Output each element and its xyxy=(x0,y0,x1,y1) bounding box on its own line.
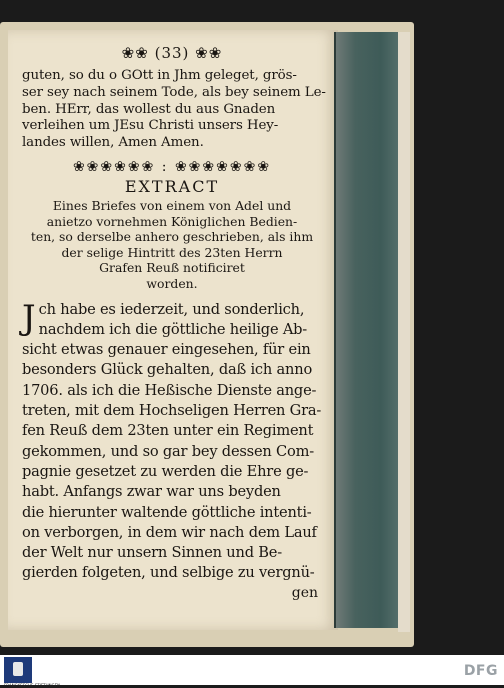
body-line: besonders Glück gehalten, daß ich anno xyxy=(22,361,313,379)
francke-foundation-logo-icon[interactable] xyxy=(4,657,32,683)
body-line: habt. Anfangs zwar war uns beyden xyxy=(22,483,281,501)
body-line: 1706. als ich die Heßische Dienste ange- xyxy=(22,381,317,399)
subtitle-line: Grafen Reuß notificiret xyxy=(99,260,245,276)
page-edge-block xyxy=(334,32,400,628)
letter-body xyxy=(22,297,322,602)
body-line: pagnie gesetzet zu werden die Ehre ge- xyxy=(22,462,309,480)
body-line: nachdem ich die göttliche heilige Ab- xyxy=(38,320,308,338)
page-header xyxy=(22,44,322,62)
book-cover-edge xyxy=(398,32,410,632)
body-line: treten, mit dem Hochseligen Herren Gra- xyxy=(22,402,322,420)
ornament-divider: ❀❀❀❀❀❀ : ❀❀❀❀❀❀❀ xyxy=(72,158,272,175)
text-line: landes willen, Amen Amen. xyxy=(22,135,204,151)
body-line: gekommen, und so gar bey dessen Com- xyxy=(22,442,314,460)
body-line: die hierunter waltende göttliche intenti- xyxy=(22,503,312,521)
body-line: fen Reuß dem 23ten unter ein Regiment xyxy=(22,422,314,440)
page-text xyxy=(22,44,326,602)
page-number: (33) xyxy=(154,44,190,62)
body-line: ch habe es iederzeit, und sonderlich, xyxy=(38,300,305,318)
viewer-footer xyxy=(0,655,504,688)
body-line: sicht etwas genauer eingesehen, für ein xyxy=(22,341,311,359)
body-line: der Welt nur unsern Sinnen und Be- xyxy=(22,544,282,562)
catchword: gen xyxy=(291,584,318,601)
body-line: gierden folgeten, und selbige zu vergnü- xyxy=(22,564,315,582)
drop-cap: J xyxy=(22,297,36,338)
subtitle-line: der selige Hintritt des 23ten Herrn xyxy=(61,244,283,260)
text-line: verleihen um JEsu Christi unsers Hey- xyxy=(22,118,279,134)
body-line: on verborgen, in dem wir nach dem Lauf xyxy=(22,523,317,541)
text-line: ben. HErr, das wollest du aus Gnaden xyxy=(22,101,276,117)
top-paragraph xyxy=(22,68,326,152)
extract-title: EXTRACT xyxy=(124,176,220,196)
subtitle-line: anietzo vornehmen Königlichen Bedien- xyxy=(46,213,298,229)
subtitle-line: ten, so derselbe anhero geschrieben, als ihm xyxy=(30,229,314,245)
header-ornament-right-icon: ❀❀ xyxy=(195,44,223,62)
header-ornament-left-icon: ❀❀ xyxy=(121,44,149,62)
subtitle-line: worden. xyxy=(146,275,198,291)
text-line: ser sey nach seinem Tode, als bey seinem Le- xyxy=(22,84,326,100)
text-line: guten, so du o GOtt in Jhm geleget, grös- xyxy=(22,68,297,83)
extract-subtitle xyxy=(22,198,322,292)
dfg-logo[interactable]: DFG xyxy=(463,663,498,679)
logo-caption: FRANCKESCHE STIFTUNGEN xyxy=(4,683,61,688)
subtitle-line: Eines Briefes von einem von Adel und xyxy=(52,197,292,213)
